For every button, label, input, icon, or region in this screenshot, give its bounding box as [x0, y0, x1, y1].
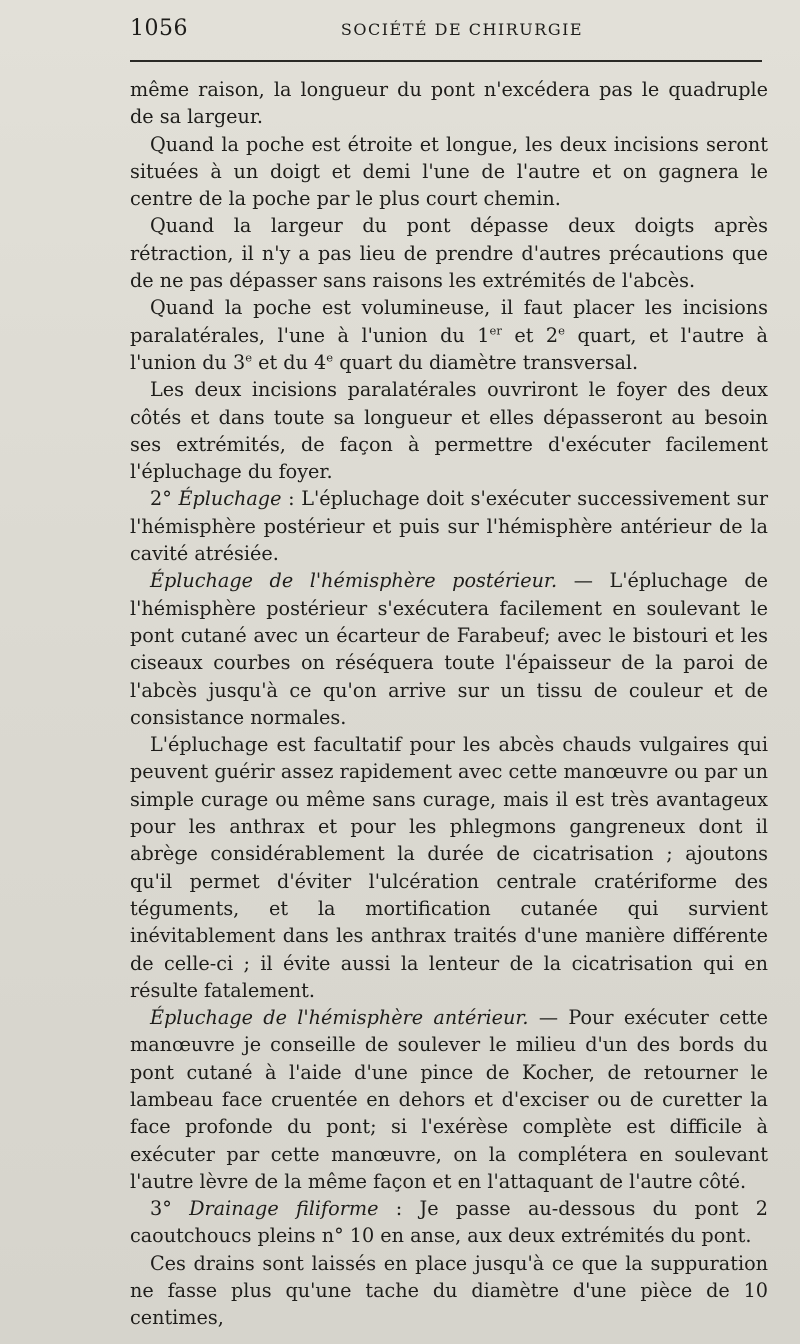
paragraph: L'épluchage est facultatif pour les abcès chauds vulgaires qui peuvent guérir assez rapidement avec cette manœuvre ou par un simple curage ou même sans curage, mais il est très avantageux pour les anthrax et pour les phlegmons gangreneux dont il abrège considérablement la durée de cicatrisation ; ajoutons qu'il permet d'éviter l'ulcération centrale cratériforme des téguments, et la mortification cutanée qui survient inévitablement dans les anthrax traités d'une manière différente de celle-ci ; il évite aussi la lenteur de la cicatrisation qui en résulte fatalement. [130, 733, 768, 1002]
ordinal-superscript: er [489, 323, 502, 338]
paragraph [130, 567, 768, 731]
page-header [130, 14, 764, 50]
ordinal-superscript: e [245, 350, 253, 365]
ordinal-superscript: e [326, 350, 334, 365]
paragraph [130, 1195, 768, 1250]
paragraph: Ces drains sont laissés en place jusqu'à ce que la suppuration ne fasse plus qu'une tache du diamètre d'une pièce de 10 centimes, [130, 1251, 768, 1330]
paragraph-text: quart, et l'autre à l'union du 3 [130, 323, 768, 374]
paragraph-text: Quand la poche est volumineuse, il faut placer les incisions paralatérales, l'une à l'union du 1 [130, 296, 768, 347]
paragraph [130, 294, 768, 376]
section-heading: Épluchage de l'hémisphère postérieur. [150, 569, 558, 593]
paragraph: Les deux incisions paralatérales ouvriront le foyer des deux côtés et dans toute sa longueur et elles dépasseront au besoin ses extrémités, de façon à permettre d'exécuter facilement l'épluchage du foyer. [130, 378, 768, 484]
section-heading: Drainage filiforme [189, 1197, 379, 1221]
paragraph [130, 1004, 768, 1195]
paragraph [130, 485, 768, 567]
section-heading: Épluchage [178, 487, 282, 511]
paragraph-text: et du 4 [252, 350, 327, 374]
section-number: 3° [150, 1197, 190, 1221]
ordinal-superscript: e [558, 323, 565, 338]
paragraph-continuation: même raison, la longueur du pont n'excédera pas le quadruple de sa largeur. [130, 78, 768, 129]
paragraph-text: — Pour exécuter cette manœuvre je conseille de soulever le milieu d'un des bords du pont cutané à l'aide d'une pince de Kocher, de retourner le lambeau face cruentée en dehors et d'exciser ou de curetter la face profonde du pont; si l'exérèse complète est difficile à exécuter par cette manœuvre, on la complétera en soulevant l'autre lèvre de la même façon et en l'attaquant de l'autre côté. [130, 1006, 768, 1193]
section-heading: Épluchage de l'hémisphère antérieur. [150, 1006, 529, 1030]
header-rule [130, 60, 762, 62]
paragraph-text: : L'épluchage doit s'exécuter successivement sur l'hémisphère postérieur et puis sur l'hémisphère antérieur de la cavité atrésiée. [130, 487, 769, 566]
body-text [130, 76, 768, 1332]
running-head: SOCIÉTÉ DE CHIRURGIE [340, 20, 584, 39]
paragraph-text: : Je passe au-dessous du pont 2 caoutchoucs pleins n° 10 en anse, aux deux extrémités du pont. [130, 1197, 768, 1248]
paragraph-text: — L'épluchage de l'hémisphère postérieur s'exécutera facilement en soulevant le pont cutané avec un écarteur de Farabeuf; avec le bistouri et les ciseaux courbes on réséquera toute l'épaisseur de la paroi de l'abcès jusqu'à ce qu'on arrive sur un tissu de couleur et de consistance normales. [130, 569, 769, 729]
paragraph-text: quart du diamètre transversal. [333, 350, 639, 374]
paragraph: Quand la poche est étroite et longue, les deux incisions seront situées à un doigt et demi l'une de l'autre et on gagnera le centre de la poche par le plus court chemin. [130, 132, 768, 211]
page-number: 1056 [130, 16, 188, 41]
paragraph: Quand la largeur du pont dépasse deux doigts après rétraction, il n'y a pas lieu de prendre d'autres précautions que de ne pas dépasser sans raisons les extrémités de l'abcès. [130, 214, 768, 293]
paragraph-text: et 2 [501, 323, 559, 347]
section-number: 2° [150, 487, 179, 511]
